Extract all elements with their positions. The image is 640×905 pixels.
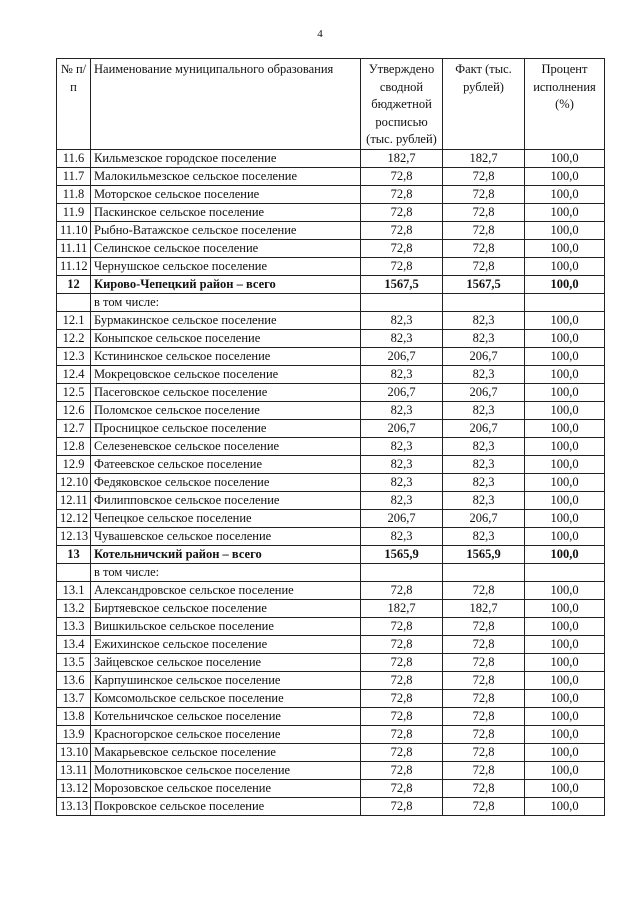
row-fact: 82,3	[443, 491, 525, 509]
row-number: 12.9	[57, 455, 91, 473]
row-fact: 72,8	[443, 185, 525, 203]
row-number: 12.3	[57, 347, 91, 365]
page-number: 4	[317, 28, 323, 40]
row-name: Котельничский район – всего	[91, 545, 361, 563]
row-approved: 82,3	[361, 437, 443, 455]
row-approved: 72,8	[361, 203, 443, 221]
row-number: 13.3	[57, 617, 91, 635]
row-number: 12.10	[57, 473, 91, 491]
table-body	[57, 149, 605, 815]
row-number: 11.12	[57, 257, 91, 275]
row-percent: 100,0	[525, 797, 605, 815]
table-row	[57, 383, 605, 401]
row-percent: 100,0	[525, 203, 605, 221]
row-number: 12.2	[57, 329, 91, 347]
row-percent: 100,0	[525, 599, 605, 617]
table-row	[57, 275, 605, 293]
row-number: 11.10	[57, 221, 91, 239]
row-number: 13.8	[57, 707, 91, 725]
row-approved: 72,8	[361, 167, 443, 185]
row-percent: 100,0	[525, 743, 605, 761]
row-number: 13.9	[57, 725, 91, 743]
row-percent	[525, 563, 605, 581]
row-name: Мокрецовское сельское поселение	[91, 365, 361, 383]
row-fact: 82,3	[443, 455, 525, 473]
row-fact: 1565,9	[443, 545, 525, 563]
row-fact: 72,8	[443, 707, 525, 725]
row-fact: 82,3	[443, 437, 525, 455]
row-fact: 72,8	[443, 617, 525, 635]
row-name: Фатеевское сельское поселение	[91, 455, 361, 473]
row-fact: 72,8	[443, 203, 525, 221]
row-number: 13.12	[57, 779, 91, 797]
table-row	[57, 329, 605, 347]
row-approved: 72,8	[361, 761, 443, 779]
table-row	[57, 599, 605, 617]
row-percent: 100,0	[525, 401, 605, 419]
row-name: в том числе:	[91, 293, 361, 311]
row-name: Комсомольское сельское поселение	[91, 689, 361, 707]
row-number: 13.7	[57, 689, 91, 707]
row-name: Паскинское сельское поселение	[91, 203, 361, 221]
row-percent: 100,0	[525, 617, 605, 635]
table-row	[57, 419, 605, 437]
row-percent: 100,0	[525, 455, 605, 473]
row-number: 11.6	[57, 149, 91, 167]
row-approved: 82,3	[361, 401, 443, 419]
row-name: Чернушское сельское поселение	[91, 257, 361, 275]
row-approved: 206,7	[361, 419, 443, 437]
table-row	[57, 257, 605, 275]
table-row	[57, 725, 605, 743]
row-name: Карпушинское сельское поселение	[91, 671, 361, 689]
table-row	[57, 473, 605, 491]
row-percent: 100,0	[525, 383, 605, 401]
table-row	[57, 293, 605, 311]
row-name: Пасеговское сельское поселение	[91, 383, 361, 401]
row-approved	[361, 293, 443, 311]
header-num: № п/п	[57, 59, 91, 150]
row-percent: 100,0	[525, 491, 605, 509]
row-name: Кильмезское городское поселение	[91, 149, 361, 167]
table-row	[57, 167, 605, 185]
row-approved: 72,8	[361, 653, 443, 671]
row-number	[57, 563, 91, 581]
row-approved: 182,7	[361, 599, 443, 617]
table-row	[57, 617, 605, 635]
row-number: 12.12	[57, 509, 91, 527]
row-approved: 72,8	[361, 707, 443, 725]
row-name: в том числе:	[91, 563, 361, 581]
row-number: 12	[57, 275, 91, 293]
row-percent: 100,0	[525, 761, 605, 779]
row-fact: 72,8	[443, 779, 525, 797]
row-fact: 72,8	[443, 221, 525, 239]
row-approved: 72,8	[361, 635, 443, 653]
row-percent: 100,0	[525, 725, 605, 743]
table-row	[57, 365, 605, 383]
row-number: 11.9	[57, 203, 91, 221]
row-percent: 100,0	[525, 419, 605, 437]
row-percent: 100,0	[525, 527, 605, 545]
row-percent: 100,0	[525, 149, 605, 167]
row-percent: 100,0	[525, 329, 605, 347]
row-number: 11.7	[57, 167, 91, 185]
row-approved: 1565,9	[361, 545, 443, 563]
row-approved: 72,8	[361, 581, 443, 599]
row-name: Чувашевское сельское поселение	[91, 527, 361, 545]
row-number: 13	[57, 545, 91, 563]
row-percent: 100,0	[525, 185, 605, 203]
row-name: Чепецкое сельское поселение	[91, 509, 361, 527]
table-row	[57, 689, 605, 707]
row-number: 12.4	[57, 365, 91, 383]
row-approved: 1567,5	[361, 275, 443, 293]
row-name: Просницкое сельское поселение	[91, 419, 361, 437]
row-fact: 182,7	[443, 149, 525, 167]
row-number: 12.7	[57, 419, 91, 437]
row-fact: 72,8	[443, 797, 525, 815]
row-number: 13.5	[57, 653, 91, 671]
row-percent: 100,0	[525, 509, 605, 527]
row-approved: 182,7	[361, 149, 443, 167]
row-name: Коныпское сельское поселение	[91, 329, 361, 347]
row-name: Селезеневское сельское поселение	[91, 437, 361, 455]
table-row	[57, 761, 605, 779]
table-row	[57, 185, 605, 203]
row-fact: 82,3	[443, 401, 525, 419]
row-number: 13.10	[57, 743, 91, 761]
row-approved: 82,3	[361, 455, 443, 473]
row-percent: 100,0	[525, 347, 605, 365]
header-name: Наименование муниципального образования	[91, 59, 361, 150]
table-row	[57, 545, 605, 563]
table-row	[57, 797, 605, 815]
row-fact: 82,3	[443, 527, 525, 545]
row-name: Филипповское сельское поселение	[91, 491, 361, 509]
row-fact: 82,3	[443, 473, 525, 491]
row-approved: 82,3	[361, 491, 443, 509]
table-row	[57, 401, 605, 419]
row-approved: 82,3	[361, 365, 443, 383]
row-name: Ежихинское сельское поселение	[91, 635, 361, 653]
row-name: Котельничское сельское поселение	[91, 707, 361, 725]
budget-table	[56, 58, 605, 816]
row-percent: 100,0	[525, 239, 605, 257]
row-fact: 1567,5	[443, 275, 525, 293]
table-row	[57, 311, 605, 329]
row-name: Макарьевское сельское поселение	[91, 743, 361, 761]
row-approved: 72,8	[361, 689, 443, 707]
row-fact: 72,8	[443, 635, 525, 653]
row-percent: 100,0	[525, 581, 605, 599]
row-fact: 82,3	[443, 311, 525, 329]
header-approved: Утверждено сводной бюджетной росписью (тыс. рублей)	[361, 59, 443, 150]
row-approved: 72,8	[361, 221, 443, 239]
row-number: 13.13	[57, 797, 91, 815]
row-name: Моторское сельское поселение	[91, 185, 361, 203]
row-percent: 100,0	[525, 221, 605, 239]
row-approved: 72,8	[361, 743, 443, 761]
row-number: 12.11	[57, 491, 91, 509]
table-header-row	[57, 59, 605, 150]
row-fact	[443, 563, 525, 581]
table-row	[57, 563, 605, 581]
row-percent: 100,0	[525, 653, 605, 671]
row-percent: 100,0	[525, 545, 605, 563]
table-row	[57, 581, 605, 599]
table-row	[57, 779, 605, 797]
row-percent: 100,0	[525, 671, 605, 689]
table-row	[57, 653, 605, 671]
row-approved: 82,3	[361, 329, 443, 347]
row-fact: 72,8	[443, 761, 525, 779]
table-row	[57, 671, 605, 689]
row-name: Морозовское сельское поселение	[91, 779, 361, 797]
row-fact: 72,8	[443, 239, 525, 257]
row-number: 13.11	[57, 761, 91, 779]
row-name: Рыбно-Ватажское сельское поселение	[91, 221, 361, 239]
table-row	[57, 203, 605, 221]
row-name: Зайцевское сельское поселение	[91, 653, 361, 671]
header-fact: Факт (тыс. рублей)	[443, 59, 525, 150]
row-fact: 72,8	[443, 671, 525, 689]
row-approved: 72,8	[361, 725, 443, 743]
row-name: Вишкильское сельское поселение	[91, 617, 361, 635]
table-row	[57, 221, 605, 239]
row-name: Кстининское сельское поселение	[91, 347, 361, 365]
row-fact: 72,8	[443, 725, 525, 743]
row-percent: 100,0	[525, 311, 605, 329]
row-percent: 100,0	[525, 275, 605, 293]
row-name: Кирово-Чепецкий район – всего	[91, 275, 361, 293]
row-fact: 82,3	[443, 365, 525, 383]
table-row	[57, 509, 605, 527]
row-percent: 100,0	[525, 167, 605, 185]
row-fact: 72,8	[443, 257, 525, 275]
row-approved: 82,3	[361, 311, 443, 329]
row-number: 13.4	[57, 635, 91, 653]
row-approved: 206,7	[361, 509, 443, 527]
row-name: Селинское сельское поселение	[91, 239, 361, 257]
row-percent: 100,0	[525, 257, 605, 275]
row-fact: 72,8	[443, 743, 525, 761]
row-number: 12.6	[57, 401, 91, 419]
row-percent: 100,0	[525, 779, 605, 797]
row-fact: 72,8	[443, 689, 525, 707]
row-approved: 82,3	[361, 527, 443, 545]
row-name: Малокильмезское сельское поселение	[91, 167, 361, 185]
row-fact: 72,8	[443, 653, 525, 671]
row-percent: 100,0	[525, 437, 605, 455]
row-approved	[361, 563, 443, 581]
row-percent	[525, 293, 605, 311]
table-row	[57, 635, 605, 653]
row-fact: 206,7	[443, 347, 525, 365]
row-number: 11.8	[57, 185, 91, 203]
table-row	[57, 527, 605, 545]
row-percent: 100,0	[525, 635, 605, 653]
row-number	[57, 293, 91, 311]
table-row	[57, 347, 605, 365]
row-approved: 72,8	[361, 671, 443, 689]
row-fact: 206,7	[443, 419, 525, 437]
row-fact: 182,7	[443, 599, 525, 617]
row-number: 13.2	[57, 599, 91, 617]
row-number: 13.1	[57, 581, 91, 599]
row-name: Бурмакинское сельское поселение	[91, 311, 361, 329]
row-number: 12.1	[57, 311, 91, 329]
row-name: Александровское сельское поселение	[91, 581, 361, 599]
row-name: Красногорское сельское поселение	[91, 725, 361, 743]
row-fact: 206,7	[443, 383, 525, 401]
row-fact	[443, 293, 525, 311]
row-approved: 72,8	[361, 797, 443, 815]
table-row	[57, 491, 605, 509]
row-name: Покровское сельское поселение	[91, 797, 361, 815]
row-approved: 206,7	[361, 347, 443, 365]
table-row	[57, 149, 605, 167]
row-approved: 206,7	[361, 383, 443, 401]
row-name: Биртяевское сельское поселение	[91, 599, 361, 617]
row-percent: 100,0	[525, 473, 605, 491]
row-percent: 100,0	[525, 689, 605, 707]
row-number: 11.11	[57, 239, 91, 257]
row-number: 12.13	[57, 527, 91, 545]
row-name: Поломское сельское поселение	[91, 401, 361, 419]
row-fact: 72,8	[443, 581, 525, 599]
row-percent: 100,0	[525, 365, 605, 383]
row-number: 12.8	[57, 437, 91, 455]
row-name: Федяковское сельское поселение	[91, 473, 361, 491]
row-fact: 72,8	[443, 167, 525, 185]
table-row	[57, 707, 605, 725]
row-approved: 72,8	[361, 779, 443, 797]
row-approved: 72,8	[361, 257, 443, 275]
row-number: 13.6	[57, 671, 91, 689]
table-row	[57, 743, 605, 761]
row-approved: 72,8	[361, 239, 443, 257]
row-number: 12.5	[57, 383, 91, 401]
table-row	[57, 437, 605, 455]
header-percent: Процент исполнения (%)	[525, 59, 605, 150]
row-fact: 82,3	[443, 329, 525, 347]
row-name: Молотниковское сельское поселение	[91, 761, 361, 779]
row-approved: 72,8	[361, 185, 443, 203]
table-row	[57, 239, 605, 257]
table-row	[57, 455, 605, 473]
row-percent: 100,0	[525, 707, 605, 725]
row-approved: 82,3	[361, 473, 443, 491]
row-fact: 206,7	[443, 509, 525, 527]
row-approved: 72,8	[361, 617, 443, 635]
